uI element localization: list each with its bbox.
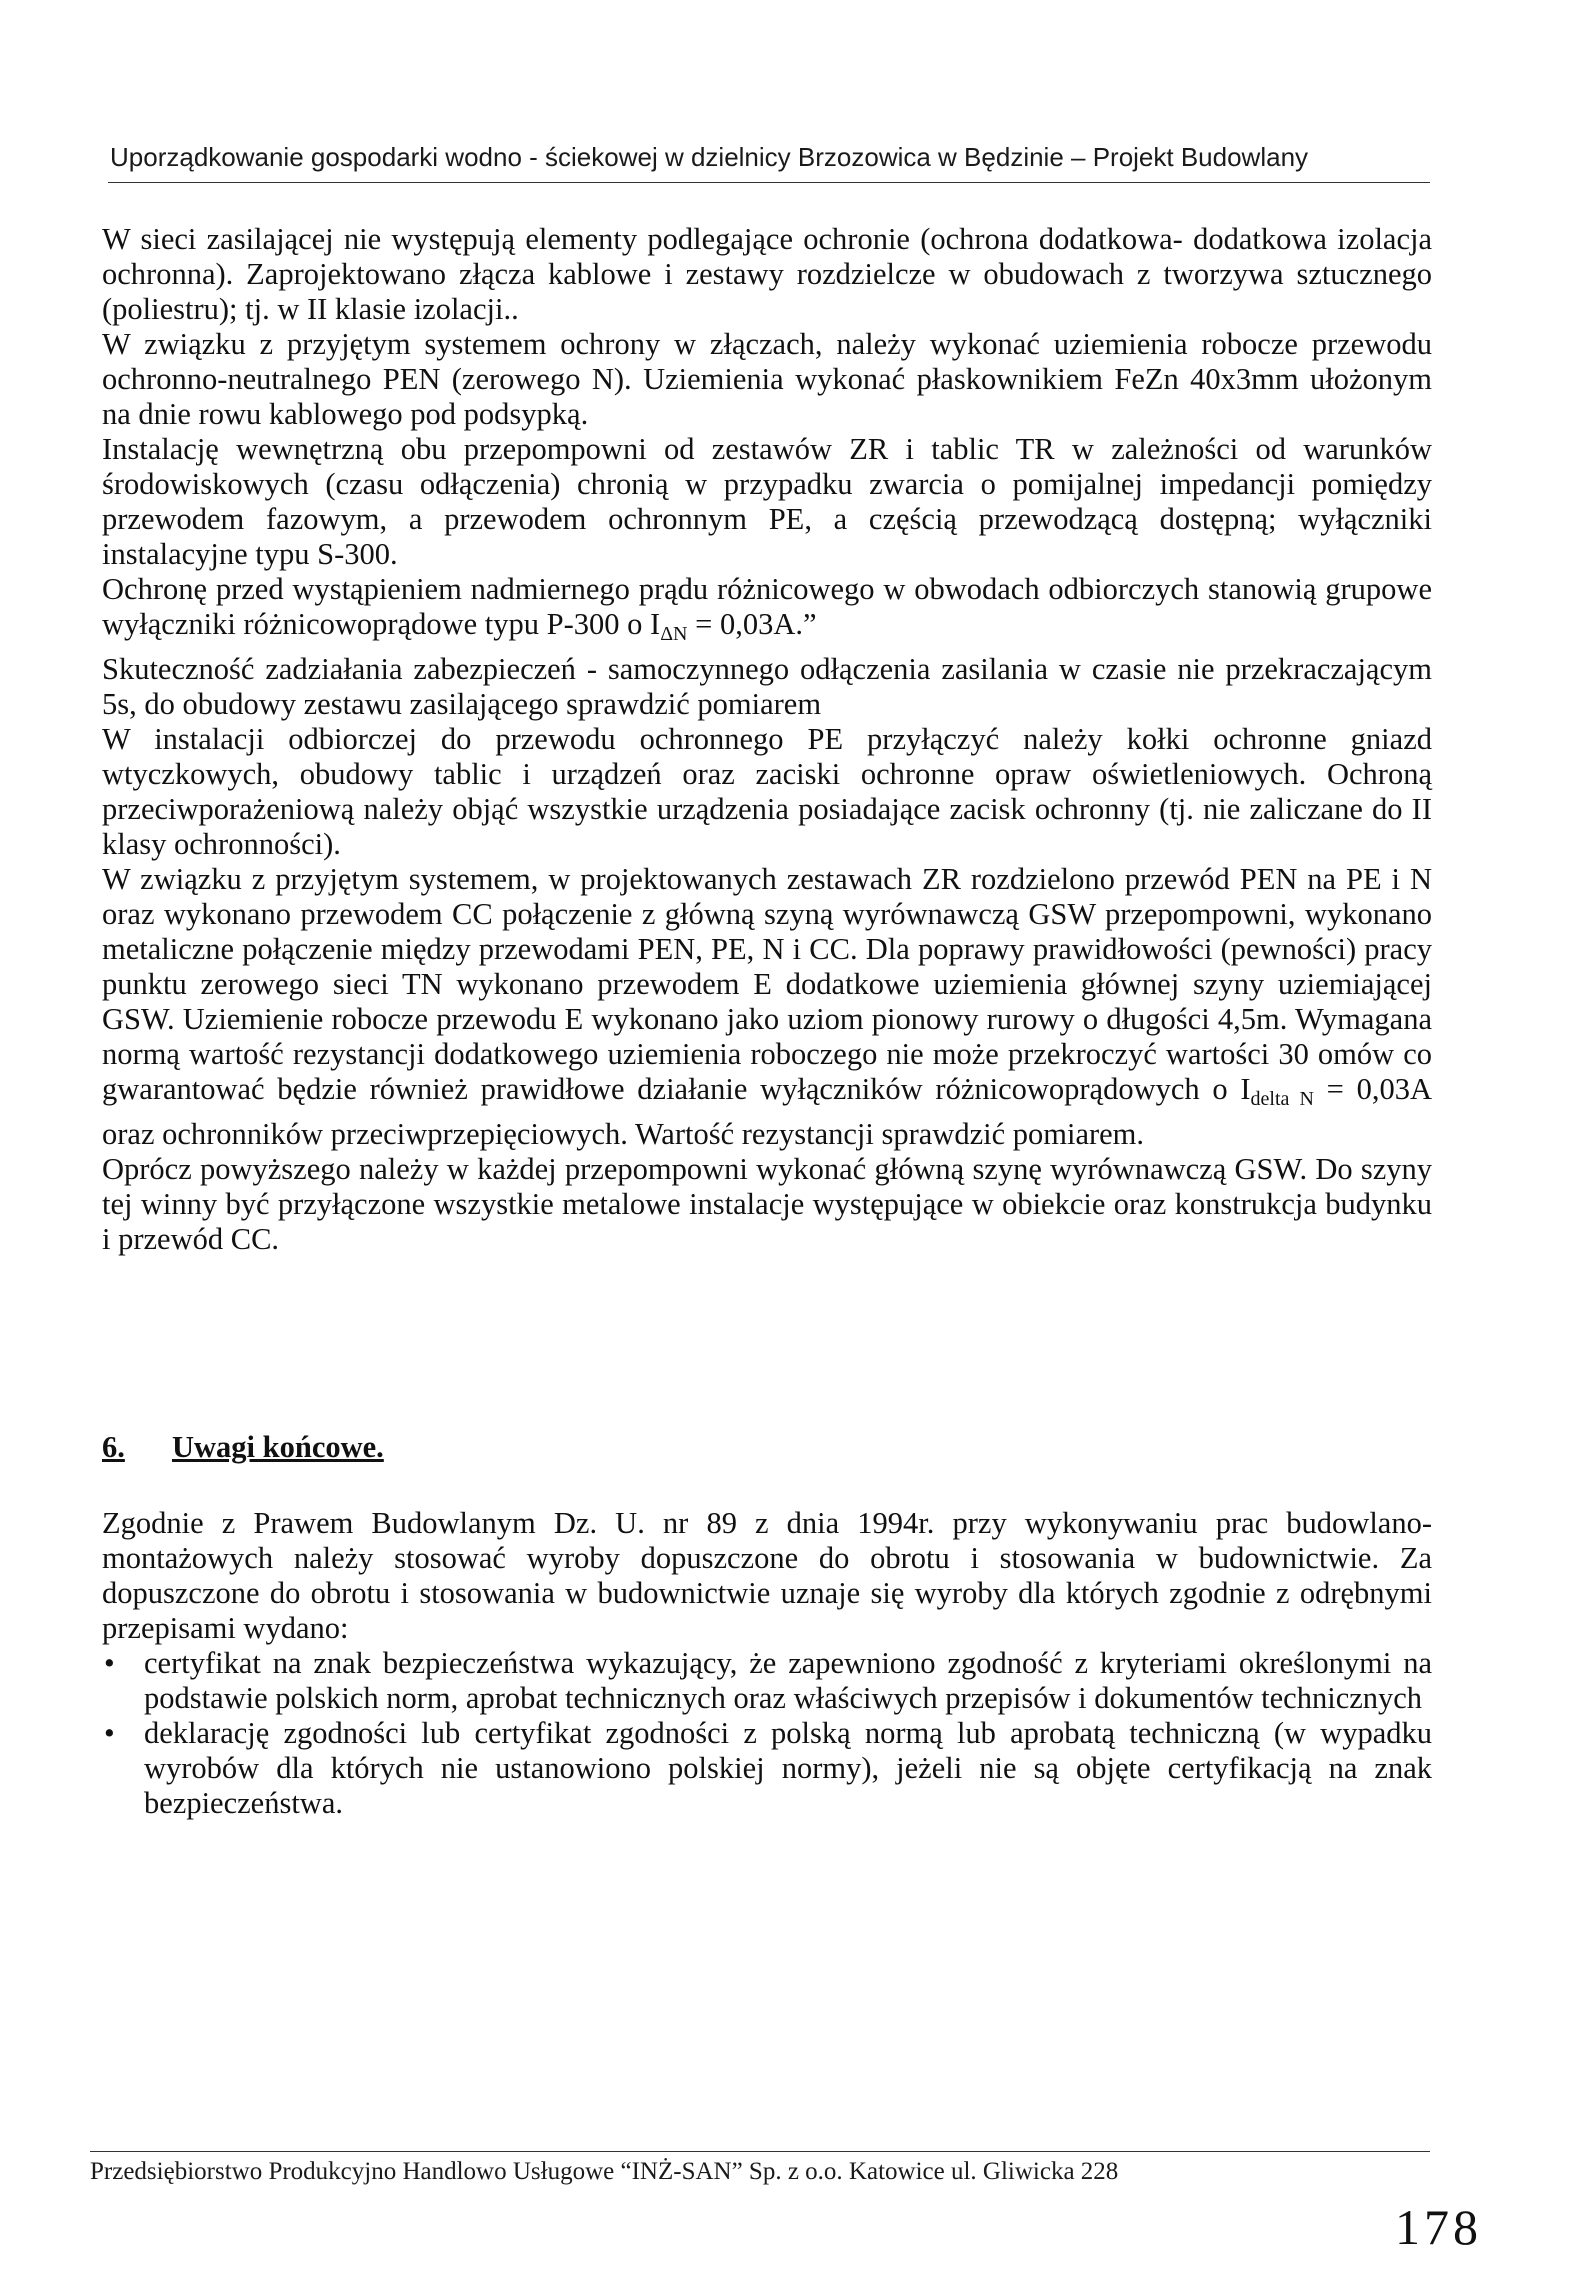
- subscript: ΔN: [660, 623, 688, 645]
- paragraph: [102, 572, 1432, 652]
- header-rule: [108, 182, 1430, 183]
- bullet-icon: •: [104, 1716, 115, 1750]
- text-run: W związku z przyjętym systemem, w projektowanych zestawach ZR rozdzielono przewód PEN na PE i N oraz wykonano przewodem CC połączenie z główną szyną wyrównawczą GSW przepompowni, wykonano metaliczne połączenie między przewodami PEN, PE, N i CC. Dla poprawy prawidłowości (pewności) pracy punktu zerowego sieci TN wykonano przewodem E dodatkowe uziemienia głównej szyny uziemiającej GSW. Uziemienie robocze przewodu E wykonano jako uziom pionowy rurowy o długości 4,5m. Wymagana normą wartość rezystancji dodatkowego uziemienia roboczego nie może przekroczyć wartości 30 omów co gwarantować będzie również prawidłowe działanie wyłączników różnicowoprądowych o I: [102, 862, 1432, 1106]
- list-item-text: certyfikat na znak bezpieczeństwa wykazujący, że zapewniono zgodność z kryteriami określonymi na podstawie polskich norm, aprobat technicznych oraz właściwych przepisów i dokumentów technicznych: [144, 1646, 1432, 1715]
- page-footer: Przedsiębiorstwo Produkcyjno Handlowo Usługowe “INŻ-SAN” Sp. z o.o. Katowice ul. Gliwicka 228: [90, 2158, 1119, 2185]
- paragraph: W sieci zasilającej nie występują elementy podlegające ochronie (ochrona dodatkowa- dodatkowa izolacja ochronna). Zaprojektowano złącza kablowe i zestawy rozdzielcze w obudowach z tworzywa sztucznego (poliestru); tj. w II klasie izolacji..: [102, 222, 1432, 326]
- section-number: 6.: [102, 1430, 125, 1464]
- paragraph: W związku z przyjętym systemem ochrony w złączach, należy wykonać uziemienia robocze przewodu ochronno-neutralnego PEN (zerowego N). Uziemienia wykonać płaskownikiem FeZn 40x3mm ułożonym na dnie rowu kablowego pod podsypką.: [102, 327, 1432, 431]
- paragraph: Instalację wewnętrzną obu przepompowni od zestawów ZR i tablic TR w zależności od warunków środowiskowych (czasu odłączenia) chronią w przypadku zwarcia o pomijalnej impedancji pomiędzy przewodem fazowym, a przewodem ochronnym PE, a częścią przewodzącą dostępną; wyłączniki instalacyjne typu S-300.: [102, 432, 1432, 571]
- paragraph: W instalacji odbiorczej do przewodu ochronnego PE przyłączyć należy kołki ochronne gniazd wtyczkowych, obudowy tablic i urządzeń oraz zaciski ochronne opraw oświetleniowych. Ochroną przeciwporażeniową należy objąć wszystkie urządzenia posiadające zacisk ochronny (tj. nie zaliczane do II klasy ochronności).: [102, 722, 1432, 861]
- paragraph: [102, 862, 1432, 1152]
- section-title: Uwagi końcowe.: [172, 1430, 384, 1464]
- subscript: delta N: [1250, 1088, 1314, 1110]
- paragraph: Skuteczność zadziałania zabezpieczeń - samoczynnego odłączenia zasilania w czasie nie przekraczającym 5s, do obudowy zestawu zasilającego sprawdzić pomiarem: [102, 652, 1432, 721]
- list-item: [102, 1716, 1432, 1821]
- list-item: [102, 1646, 1432, 1716]
- text-run: = 0,03A oraz ochronników przeciwprzepięciowych. Wartość rezystancji sprawdzić pomiarem.: [102, 1072, 1433, 1151]
- paragraph: Oprócz powyższego należy w każdej przepompowni wykonać główną szynę wyrównawczą GSW. Do szyny tej winny być przyłączone wszystkie metalowe instalacje występujące w obiekcie oraz konstrukcja budynku i przewód CC.: [102, 1152, 1432, 1256]
- list-item-text: deklarację zgodności lub certyfikat zgodności z polską normą lub aprobatą techniczną (w wypadku wyrobów dla których nie ustanowiono polskiej normy), jeżeli nie są objęte certyfikacją na znak bezpieczeństwa.: [144, 1716, 1432, 1820]
- bullet-list: [102, 1646, 1432, 1821]
- page-number: 178: [1395, 2199, 1482, 2255]
- section-heading: [102, 1430, 384, 1465]
- footer-rule: [90, 2151, 1430, 2152]
- section-body: [102, 1506, 1432, 1821]
- page-header: Uporządkowanie gospodarki wodno - ściekowej w dzielnicy Brzozowica w Będzinie – Projekt Budowlany: [110, 142, 1309, 172]
- document-body: [102, 222, 1432, 1257]
- paragraph: Zgodnie z Prawem Budowlanym Dz. U. nr 89 z dnia 1994r. przy wykonywaniu prac budowlano-montażowych należy stosować wyroby dopuszczone do obrotu i stosowania w budownictwie. Za dopuszczone do obrotu i stosowania w budownictwie uznaje się wyroby dla których zgodnie z odrębnymi przepisami wydano:: [102, 1506, 1432, 1645]
- text-run: Ochronę przed wystąpieniem nadmiernego prądu różnicowego w obwodach odbiorczych stanowią grupowe wyłączniki różnicowoprądowe typu P-300 o I: [102, 572, 1432, 641]
- text-run: = 0,03A.”: [687, 607, 817, 641]
- bullet-icon: •: [104, 1646, 115, 1680]
